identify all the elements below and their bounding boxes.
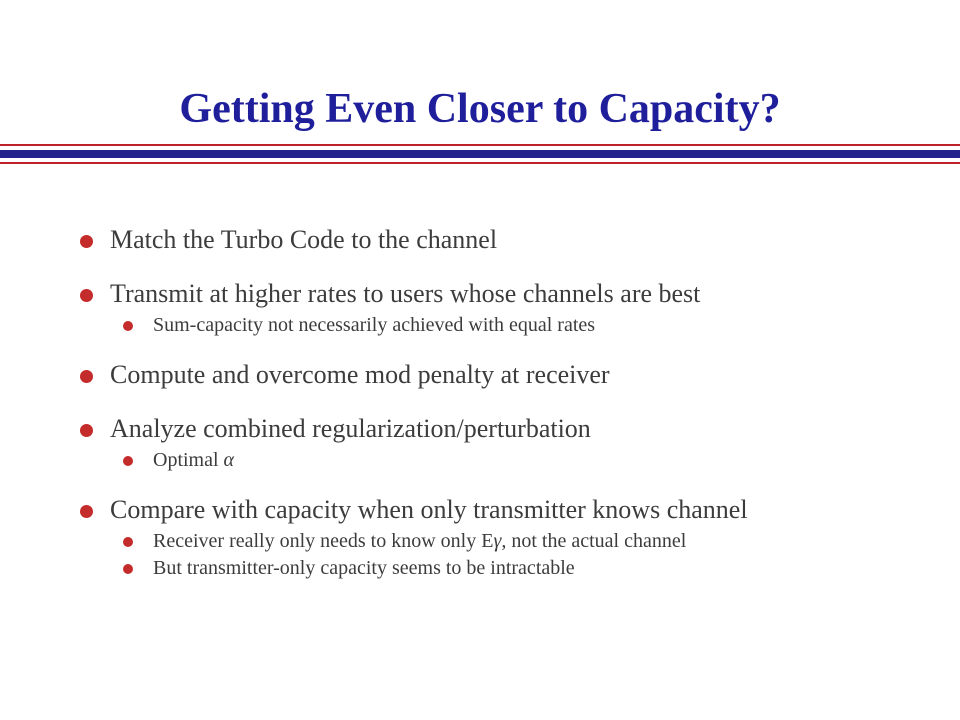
bullet-item	[78, 222, 938, 258]
bullet-dot-icon	[80, 289, 93, 302]
sub-bullet-item	[78, 528, 938, 555]
sub-bullet-item	[78, 312, 938, 339]
bullet-dot-icon	[80, 370, 93, 383]
sub-bullet-dot-icon	[123, 564, 133, 574]
title-rule-blue	[0, 150, 960, 158]
alpha-symbol: α	[223, 449, 235, 471]
bullet-text: Analyze combined regularization/perturbation	[110, 414, 591, 443]
bullet-item	[78, 492, 938, 528]
title-rule-red-bottom	[0, 162, 960, 164]
sub-bullet-text: Receiver really only needs to know only E	[153, 530, 494, 552]
bullet-item	[78, 276, 938, 312]
bullet-dot-icon	[80, 424, 93, 437]
bullet-text: Compute and overcome mod penalty at receiver	[110, 360, 610, 389]
bullet-item	[78, 357, 938, 393]
sub-bullet-dot-icon	[123, 537, 133, 547]
bullet-dot-icon	[80, 235, 93, 248]
sub-bullet-item	[78, 447, 938, 474]
sub-bullet-dot-icon	[123, 321, 133, 331]
sub-bullet-text: Optimal	[153, 449, 219, 471]
bullet-dot-icon	[80, 505, 93, 518]
sub-bullet-text: Sum-capacity not necessarily achieved with equal rates	[153, 314, 596, 336]
sub-bullet-item	[78, 555, 938, 582]
sub-bullet-text: not the actual channel	[511, 530, 687, 552]
slide-title: Getting Even Closer to Capacity?	[179, 86, 781, 132]
sub-bullet-dot-icon	[123, 456, 133, 466]
bullet-list	[78, 222, 938, 582]
bullet-item	[78, 411, 938, 447]
gamma-symbol: γ,	[493, 530, 507, 552]
bullet-text: Match the Turbo Code to the channel	[110, 225, 498, 254]
sub-bullet-text: But transmitter-only capacity seems to be intractable	[153, 557, 575, 579]
bullet-text: Compare with capacity when only transmitter knows channel	[110, 495, 748, 524]
title-rule-red-top	[0, 144, 960, 146]
bullet-text: Transmit at higher rates to users whose channels are best	[110, 279, 701, 308]
